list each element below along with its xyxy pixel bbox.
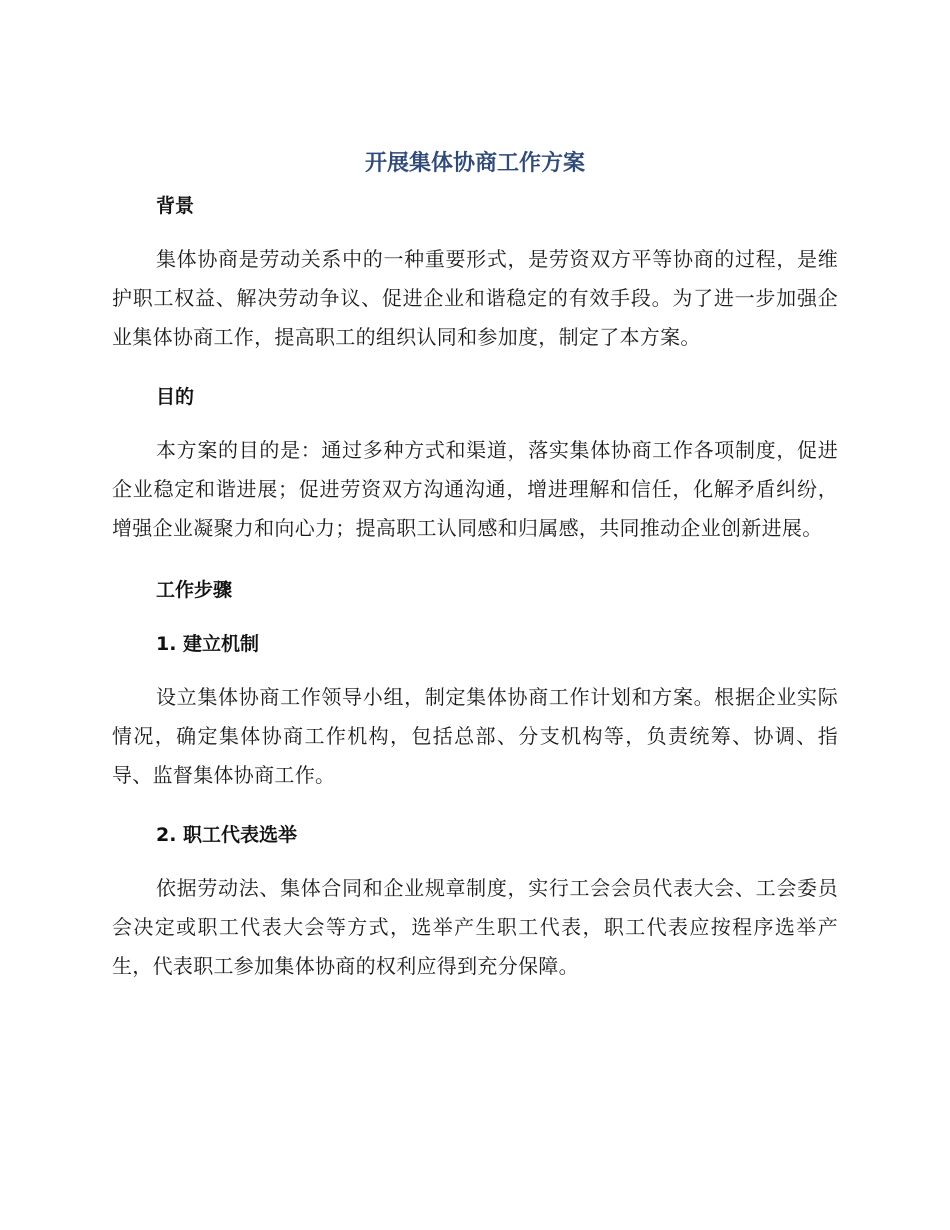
section-heading-purpose: 目的 <box>156 386 195 408</box>
paragraph-step-1: 设立集体协商工作领导小组，制定集体协商工作计划和方案。根据企业实际情况，确定集体协商工作机构，包括总部、分支机构等，负责统筹、协调、指导、监督集体协商工作。 <box>112 685 838 787</box>
paragraph-background: 集体协商是劳动关系中的一种重要形式，是劳资双方平等协商的过程，是维护职工权益、解决劳动争议、促进企业和谐稳定的有效手段。为了进一步加强企业集体协商工作，提高职工的组织认同和参加度，制定了本方案。 <box>112 247 838 349</box>
paragraph-purpose: 本方案的目的是：通过多种方式和渠道，落实集体协商工作各项制度，促进企业稳定和谐进展；促进劳资双方沟通沟通，增进理解和信任，化解矛盾纠纷，增强企业凝聚力和向心力；提高职工认同感和归属感，共同推动企业创新进展。 <box>112 438 838 540</box>
step-heading-2: 2. 职工代表选举 <box>156 824 298 846</box>
paragraph-step-2: 依据劳动法、集体合同和企业规章制度，实行工会会员代表大会、工会委员会决定或职工代表大会等方式，选举产生职工代表，职工代表应按程序选举产生，代表职工参加集体协商的权利应得到充分保障。 <box>112 876 838 978</box>
section-heading-background: 背景 <box>156 195 195 217</box>
step-heading-1: 1. 建立机制 <box>156 633 260 655</box>
document-title: 开展集体协商工作方案 <box>364 151 585 176</box>
section-heading-steps: 工作步骤 <box>156 579 233 601</box>
